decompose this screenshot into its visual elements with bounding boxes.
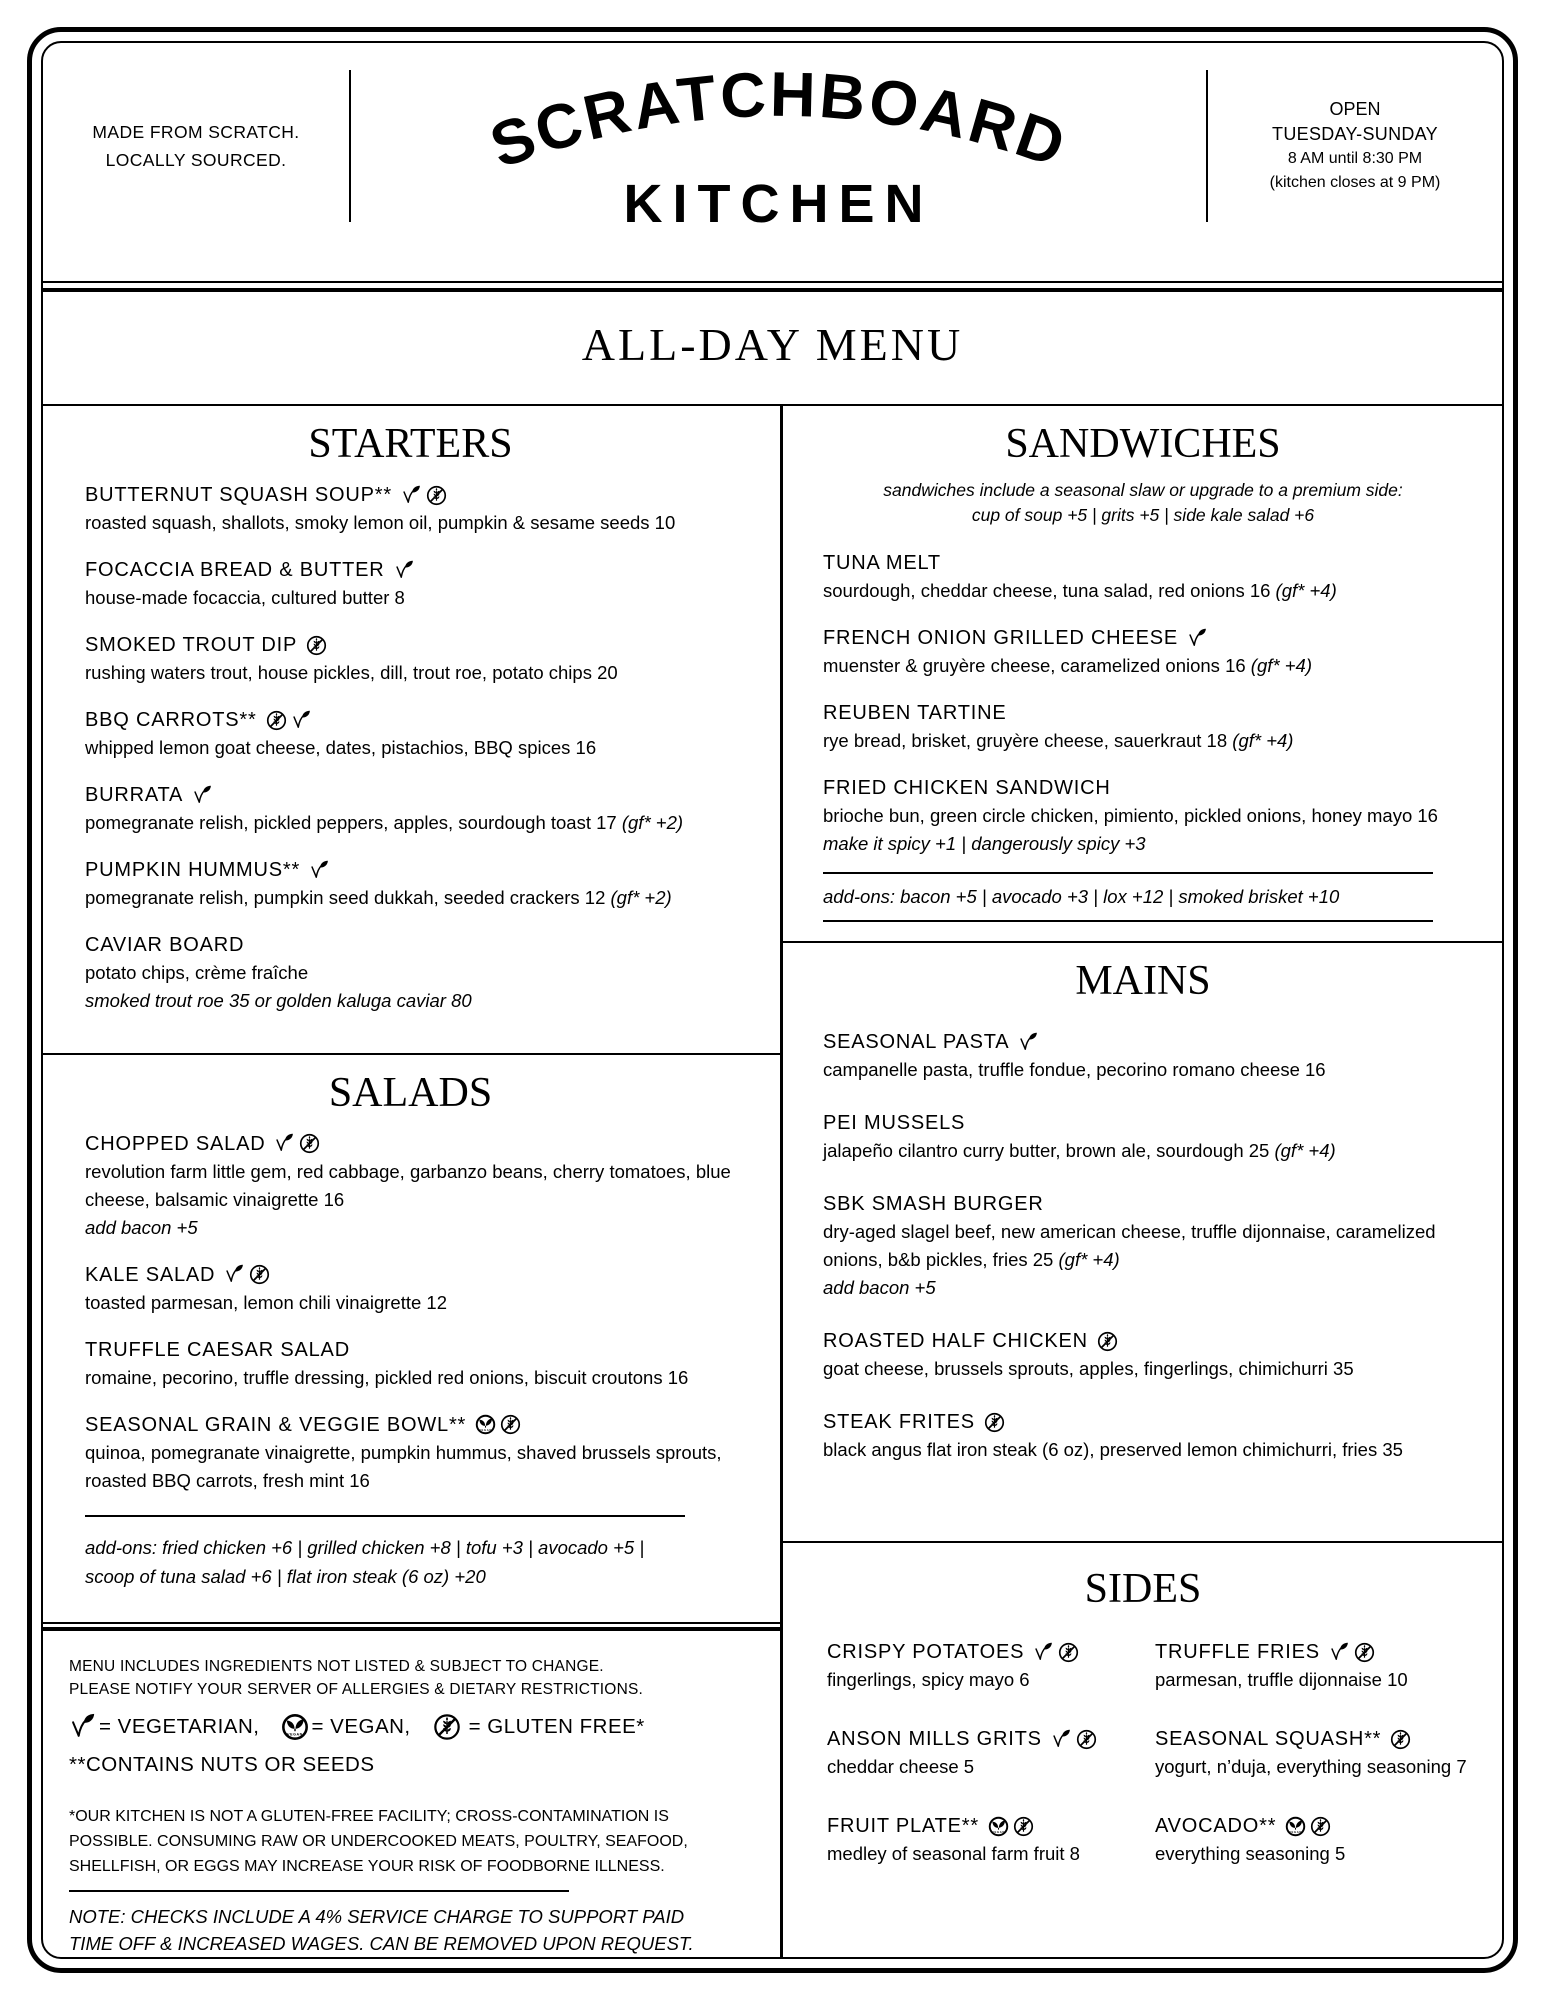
item-name: SBK SMASH BURGER — [823, 1193, 1044, 1215]
item-name: BURRATA — [85, 784, 184, 806]
menu-item: REUBEN TARTINE rye bread, brisket, gruyère cheese, sauerkraut 18 (gf* +4) — [823, 702, 1294, 751]
section-starters — [41, 406, 780, 1055]
vegetarian-icon — [192, 785, 213, 806]
svg-text:SCRATCHBOARD: SCRATCHBOARD — [481, 62, 1076, 182]
item-name: KALE SALAD — [85, 1263, 216, 1286]
menu-item: BURRATA pomegranate relish, pickled peppers, apples, sourdough toast 17 (gf* +2) — [85, 784, 684, 833]
section-title-sides: SIDES — [1084, 1566, 1202, 1612]
item-name: ANSON MILLS GRITS — [827, 1728, 1042, 1750]
menu-item: TRUFFLE FRIES parmesan, truffle dijonnaise 10 — [1155, 1641, 1408, 1690]
vegan-icon — [988, 1816, 1009, 1837]
gluten-free-icon — [1013, 1816, 1034, 1837]
gluten-free-icon — [249, 1264, 270, 1285]
gluten-free-icon — [1058, 1642, 1079, 1663]
section-mains — [783, 943, 1503, 1543]
section-title-starters: STARTERS — [308, 421, 513, 467]
left-column — [41, 406, 780, 1957]
item-name: SEASONAL SQUASH** — [1155, 1728, 1382, 1750]
item-name: FOCACCIA BREAD & BUTTER — [85, 559, 385, 581]
header-rule-thin — [41, 281, 1504, 283]
notes-divider — [69, 1890, 569, 1892]
gluten-free-icon — [1097, 1331, 1118, 1352]
gluten-free-icon — [1076, 1729, 1097, 1750]
section-title-salads: SALADS — [328, 1069, 493, 1116]
item-name: REUBEN TARTINE — [823, 702, 1007, 724]
item-name: SEASONAL GRAIN & VEGGIE BOWL** — [85, 1413, 467, 1436]
legend-vegan-label: = VEGAN, — [311, 1715, 411, 1738]
vegetarian-icon — [69, 1713, 97, 1741]
menu-item: CAVIAR BOARD potato chips, crème fraîche smoked trout roe 35 or golden kaluga caviar 80 — [85, 934, 472, 1011]
vegetarian-icon — [394, 560, 415, 581]
item-name: TRUFFLE CAESAR SALAD — [85, 1338, 350, 1361]
vegan-icon — [1285, 1816, 1306, 1837]
nuts-note: **CONTAINS NUTS OR SEEDS — [69, 1753, 375, 1776]
item-name: SMOKED TROUT DIP — [85, 634, 298, 656]
menu-item: PEI MUSSELS jalapeño cilantro curry butter, brown ale, sourdough 25 (gf* +4) — [823, 1112, 1336, 1161]
gluten-free-icon — [1390, 1729, 1411, 1750]
menu-item: TRUFFLE CAESAR SALAD romaine, pecorino, truffle dressing, pickled red onions, biscuit croutons 16 — [85, 1338, 689, 1388]
item-name: STEAK FRITES — [823, 1411, 975, 1433]
legend-vegetarian-label: = VEGETARIAN, — [99, 1715, 260, 1738]
menu-item: FRENCH ONION GRILLED CHEESE muenster & gruyère cheese, caramelized onions 16 (gf* +4) — [823, 627, 1312, 676]
hours — [1208, 97, 1502, 195]
menu-item: SEASONAL GRAIN & VEGGIE BOWL** quinoa, pomegranate vinaigrette, pumpkin hummus, shaved brussels sprouts, roasted BBQ carrots, fresh mint 16 — [85, 1413, 722, 1491]
menu-item: TUNA MELT sourdough, cheddar cheese, tuna salad, red onions 16 (gf* +4) — [823, 552, 1337, 601]
gluten-free-icon — [433, 1713, 461, 1741]
menu-item: KALE SALAD toasted parmesan, lemon chili vinaigrette 12 — [85, 1263, 447, 1313]
item-name: ROASTED HALF CHICKEN — [823, 1330, 1088, 1352]
gluten-free-icon — [1354, 1642, 1375, 1663]
menu-item: SMOKED TROUT DIP rushing waters trout, house pickles, dill, trout roe, potato chips 20 — [85, 634, 618, 683]
gluten-free-icon — [426, 485, 447, 506]
vegan-icon — [281, 1713, 309, 1741]
vegetarian-icon — [309, 860, 330, 881]
menu-item: FRIED CHICKEN SANDWICH brioche bun, green circle chicken, pimiento, pickled onions, honey mayo 16 make it spicy +1 | dangerously spicy +3 — [823, 777, 1438, 854]
tagline-line2: LOCALLY SOURCED. — [105, 149, 287, 170]
menu-item: ROASTED HALF CHICKEN goat cheese, brussels sprouts, apples, fingerlings, chimichurri 35 — [823, 1330, 1354, 1379]
vegetarian-icon — [1033, 1642, 1054, 1663]
service-charge-note: NOTE: CHECKS INCLUDE A 4% SERVICE CHARGE TO SUPPORT PAID TIME OFF & INCREASED WAGES. CAN BE REMOVED UPON REQUEST. — [69, 1906, 694, 1954]
item-name: CRISPY POTATOES — [827, 1641, 1025, 1663]
menu-item: CRISPY POTATOES fingerlings, spicy mayo 6 — [827, 1639, 1155, 1694]
sandwiches-intro: sandwiches include a seasonal slaw or upgrade to a premium side: cup of soup +5 | grits +5 | side kale salad +6 — [883, 480, 1403, 525]
menu-item: BBQ CARROTS** whipped lemon goat cheese, dates, pistachios, BBQ spices 16 — [85, 709, 597, 758]
item-name: TUNA MELT — [823, 552, 941, 574]
menu-item: ANSON MILLS GRITS cheddar cheese 5 — [827, 1726, 1155, 1781]
hours-line2: TUESDAY-SUNDAY — [1272, 123, 1438, 144]
legend-gluten-free-label: = GLUTEN FREE* — [468, 1715, 645, 1738]
notes-section — [41, 1631, 780, 1957]
hours-line3: 8 AM until 8:30 PM — [1287, 149, 1423, 167]
item-name: TRUFFLE FRIES — [1155, 1641, 1320, 1663]
item-name: PEI MUSSELS — [823, 1112, 966, 1134]
gluten-free-icon — [984, 1412, 1005, 1433]
item-name: PUMPKIN HUMMUS** — [85, 859, 301, 881]
vegetarian-icon — [224, 1264, 245, 1285]
item-name: SEASONAL PASTA — [823, 1031, 1010, 1053]
vegetarian-icon — [1329, 1642, 1350, 1663]
menu-item: BUTTERNUT SQUASH SOUP** roasted squash, shallots, smoky lemon oil, pumpkin & sesame seeds 10 — [85, 484, 676, 533]
vegetarian-icon — [274, 1133, 295, 1154]
hours-line4: (kitchen closes at 9 PM) — [1269, 173, 1441, 191]
menu-item: STEAK FRITES black angus flat iron steak (6 oz), preserved lemon chimichurri, fries 35 — [823, 1411, 1403, 1460]
section-title-mains: MAINS — [1075, 958, 1211, 1004]
notes-top-rule — [41, 1622, 780, 1631]
item-name: FRUIT PLATE** — [827, 1815, 979, 1837]
section-title-sandwiches: SANDWICHES — [1005, 421, 1281, 467]
gluten-free-icon — [266, 710, 287, 731]
gluten-free-icon — [306, 635, 327, 656]
menu-item: FRUIT PLATE** medley of seasonal farm fruit 8 — [827, 1815, 1080, 1864]
item-name: FRENCH ONION GRILLED CHEESE — [823, 627, 1178, 649]
section-sandwiches — [783, 406, 1503, 943]
gluten-free-icon — [299, 1133, 320, 1154]
dietary-legend — [69, 1713, 750, 1741]
section-sides — [783, 1543, 1503, 1957]
facility-note: *OUR KITCHEN IS NOT A GLUTEN-FREE FACILITY; CROSS-CONTAMINATION IS POSSIBLE. CONSUMING RAW OR UNDERCOOKED MEATS, POULTRY, SEAFOOD, SHELLFISH, OR EGGS MAY INCREASE YOUR RISK OF FOODBORNE ILLNESS. — [69, 1808, 688, 1875]
item-name: CHOPPED SALAD — [85, 1132, 266, 1155]
menu-item: SEASONAL SQUASH** yogurt, n’duja, everything seasoning 7 — [1155, 1728, 1467, 1777]
menu-item: SEASONAL PASTA campanelle pasta, truffle fondue, pecorino romano cheese 16 — [823, 1031, 1326, 1080]
menu-item: AVOCADO** everything seasoning 5 — [1155, 1815, 1346, 1864]
item-name: BBQ CARROTS** — [85, 709, 257, 731]
gluten-free-icon — [1310, 1816, 1331, 1837]
item-name: CAVIAR BOARD — [85, 934, 245, 956]
tagline-line1: MADE FROM SCRATCH. — [92, 121, 300, 142]
vegetarian-icon — [1187, 628, 1208, 649]
vegetarian-icon — [1051, 1729, 1072, 1750]
menu-item: SBK SMASH BURGER dry-aged slagel beef, new american cheese, truffle dijonnaise, caramelized onions, b&b pickles, fries 25 (gf* +4) add bacon +5 — [823, 1193, 1436, 1298]
brand-logo — [351, 57, 1206, 235]
sandwiches-addons: add-ons: bacon +5 | avocado +3 | lox +12 | smoked brisket +10 — [823, 872, 1433, 922]
vegetarian-icon — [401, 485, 422, 506]
notes-line2: PLEASE NOTIFY YOUR SERVER OF ALLERGIES & DIETARY RESTRICTIONS. — [69, 1681, 644, 1698]
menu-item: PUMPKIN HUMMUS** pomegranate relish, pumpkin seed dukkah, seeded crackers 12 (gf* +2) — [85, 859, 672, 908]
item-name: FRIED CHICKEN SANDWICH — [823, 777, 1111, 799]
page-title: ALL-DAY MENU — [581, 319, 964, 370]
menu-item: FOCACCIA BREAD & BUTTER house-made focaccia, cultured butter 8 — [85, 557, 746, 612]
item-name: AVOCADO** — [1155, 1815, 1277, 1837]
vegan-icon — [475, 1414, 496, 1435]
hours-line1: OPEN — [1329, 98, 1381, 119]
vegetarian-icon — [291, 710, 312, 731]
brand-word: KITCHEN — [623, 173, 934, 234]
salads-addons: add-ons: fried chicken +6 | grilled chicken +8 | tofu +3 | avocado +5 | scoop of tuna salad +6 | flat iron steak (6 oz) +20 — [85, 1515, 685, 1591]
notes-line1: MENU INCLUDES INGREDIENTS NOT LISTED & SUBJECT TO CHANGE. — [69, 1658, 604, 1675]
right-column — [783, 406, 1503, 1957]
gluten-free-icon — [500, 1414, 521, 1435]
item-name: BUTTERNUT SQUASH SOUP** — [85, 484, 392, 506]
menu-item: CHOPPED SALAD revolution farm little gem, red cabbage, garbanzo beans, cherry tomatoes, blue cheese, balsamic vinaigrette 16 add bacon +5 — [85, 1132, 731, 1238]
vegetarian-icon — [1018, 1032, 1039, 1053]
tagline — [43, 118, 349, 174]
section-salads — [41, 1055, 780, 1622]
header-rule-thick — [41, 288, 1504, 292]
header — [43, 43, 1502, 248]
